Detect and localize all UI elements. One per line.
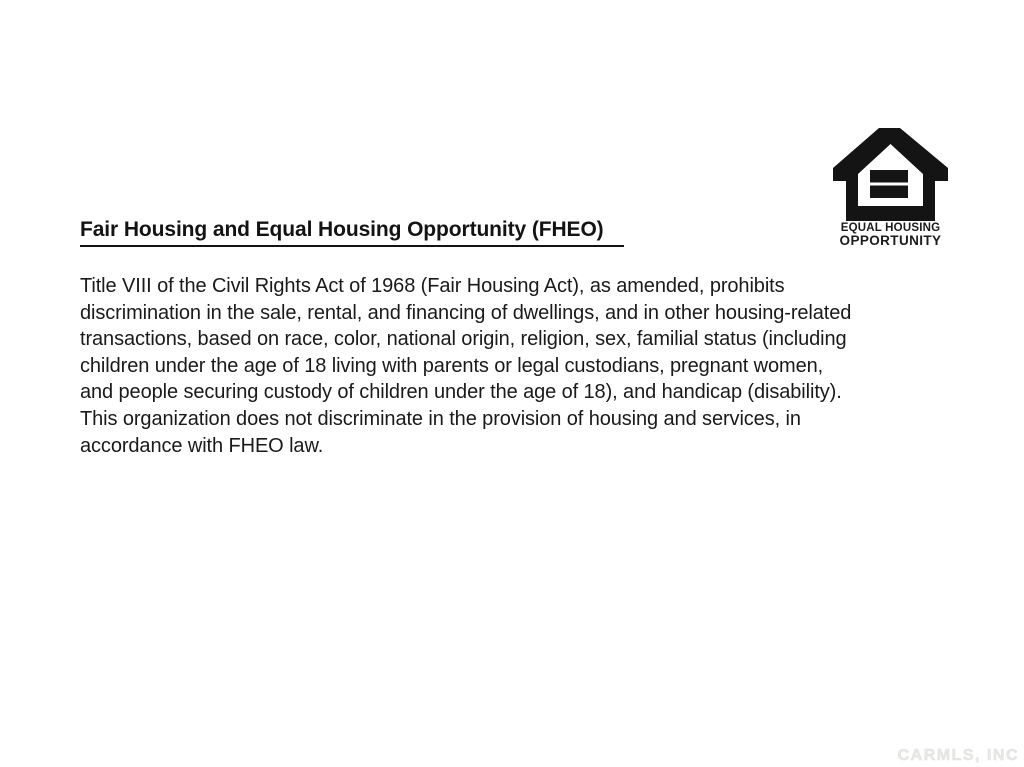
paragraph-line: and people securing custody of children under the age of 18), and handicap (disability). xyxy=(80,381,842,404)
paragraph-line: This organization does not discriminate in the provision of housing and services, in xyxy=(80,407,801,430)
equal-housing-house-icon xyxy=(833,128,948,221)
opportunity-label: OPPORTUNITY xyxy=(839,233,942,248)
watermark: CARMLS, INC xyxy=(897,747,1019,764)
paragraph-line: transactions, based on race, color, national origin, religion, sex, familial status (including xyxy=(80,328,847,351)
equal-housing-label: EQUAL HOUSING xyxy=(840,222,941,234)
paragraph-line: discrimination in the sale, rental, and financing of dwellings, and in other housing-related xyxy=(80,301,852,324)
equal-housing-opportunity-logo xyxy=(833,128,948,247)
paragraph-line: accordance with FHEO law. xyxy=(80,434,324,457)
paragraph-line: children under the age of 18 living with parents or legal custodians, pregnant women, xyxy=(80,354,824,377)
page-title: Fair Housing and Equal Housing Opportunity (FHEO) xyxy=(80,217,624,247)
paragraph-line: Title VIII of the Civil Rights Act of 1968 (Fair Housing Act), as amended, prohibits xyxy=(80,275,785,297)
fheo-paragraph xyxy=(80,273,851,459)
